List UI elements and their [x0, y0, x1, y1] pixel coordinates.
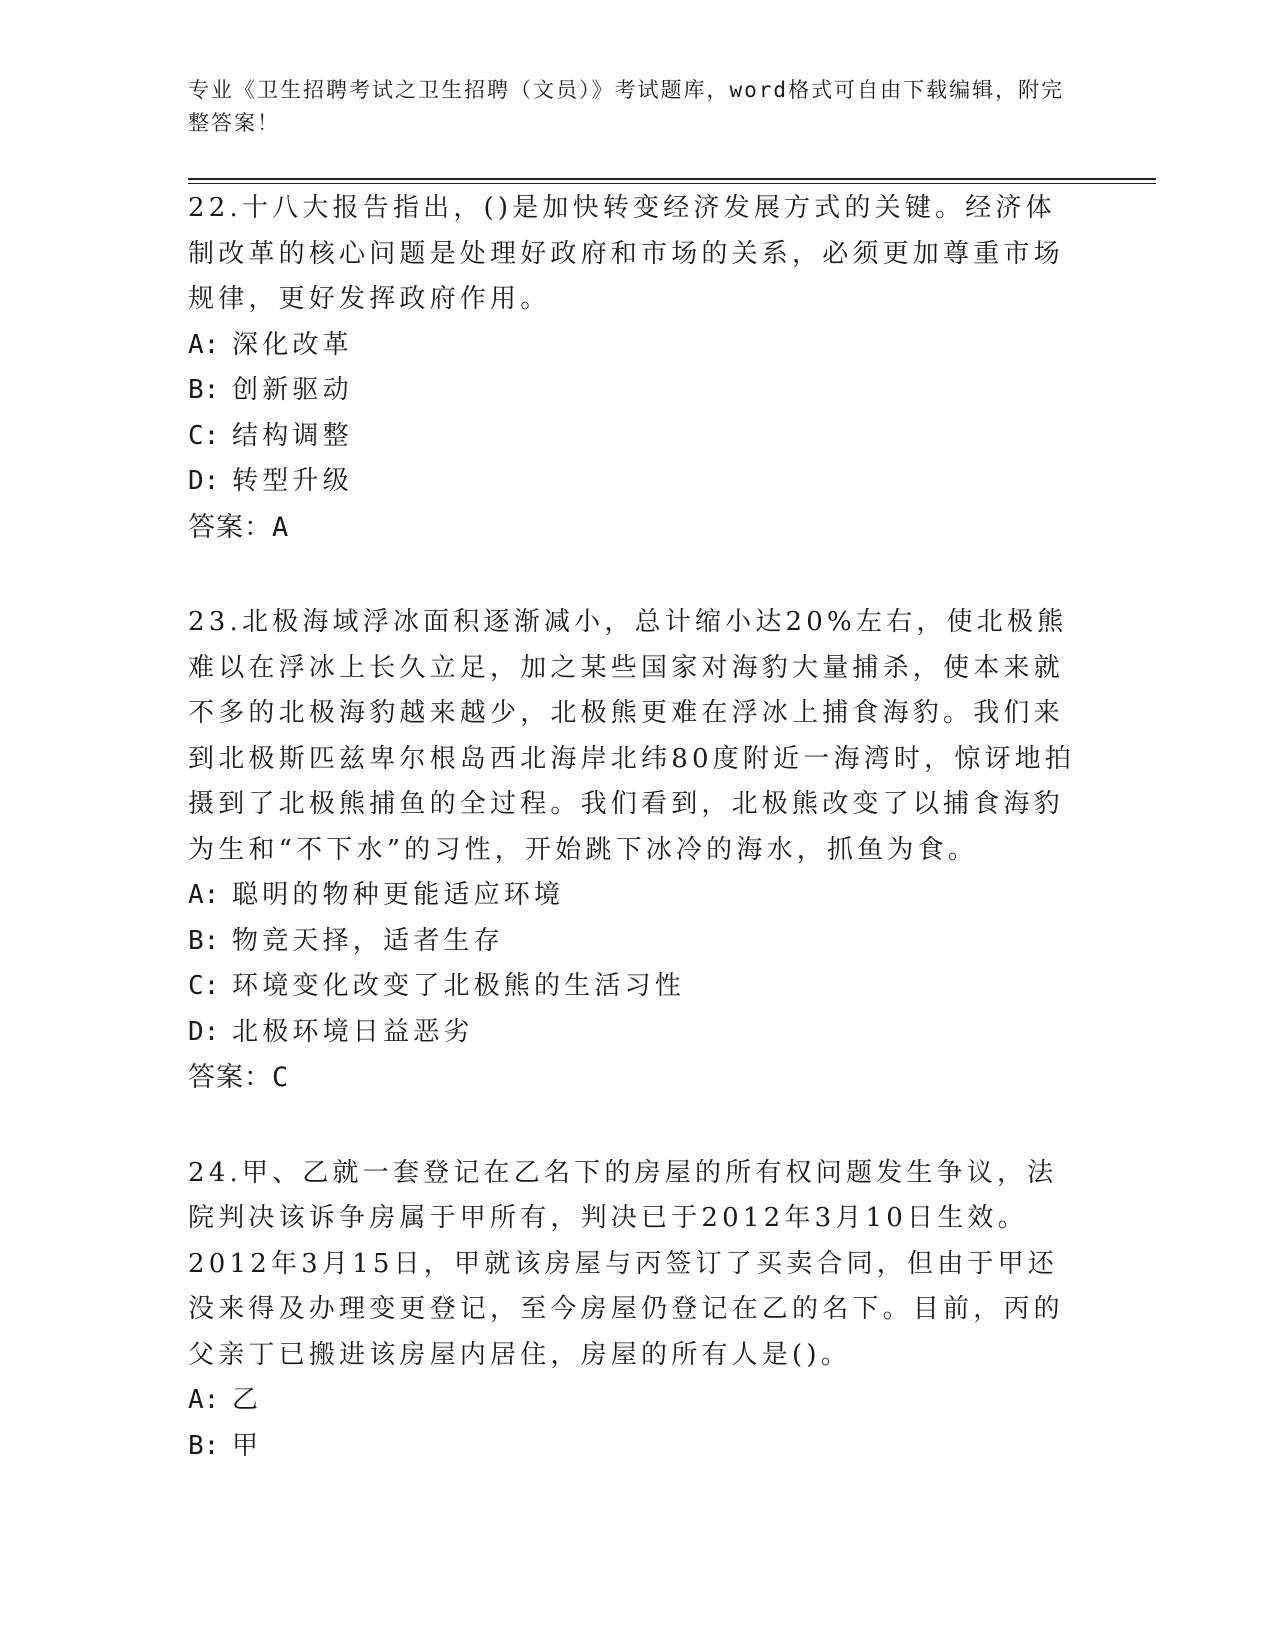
- answer-line: [188, 505, 1088, 551]
- answer-label: 答案：: [188, 511, 272, 543]
- option-a: [188, 323, 1088, 369]
- document-header: [188, 74, 1068, 140]
- option-key: D:: [188, 1016, 220, 1047]
- option-text: 环境变化改变了北极熊的生活习性: [232, 971, 686, 1001]
- option-key: A:: [188, 329, 220, 360]
- option-text: 乙: [232, 1385, 263, 1415]
- option-a: [188, 1378, 1088, 1424]
- option-key: B:: [188, 1430, 220, 1461]
- option-key: D:: [188, 466, 220, 496]
- header-divider-thin: [188, 183, 1156, 184]
- answer-value: A: [272, 511, 290, 543]
- option-text: 甲: [232, 1430, 263, 1461]
- answer-line: [188, 1055, 1088, 1101]
- question-list: [188, 186, 1088, 1469]
- option-text: 创新驱动: [232, 375, 353, 405]
- option-a: [188, 873, 1088, 919]
- option-text: 聪明的物种更能适应环境: [232, 880, 565, 910]
- option-text: 结构调整: [232, 420, 353, 451]
- option-key: C:: [188, 420, 220, 451]
- option-text: 深化改革: [232, 329, 353, 360]
- option-key: B:: [188, 375, 220, 405]
- option-b: [188, 368, 1088, 414]
- question-stem: 23.北极海域浮冰面积逐渐减小，总计缩小达20%左右，使北极熊难以在浮冰上长久立足，加之某些国家对海豹大量捕杀，使本来就不多的北极海豹越来越少，北极熊更难在浮冰上捕食海豹。我们来到北极斯匹兹卑尔根岛西北海岸北纬80度附近一海湾时，惊讶地拍摄到了北极熊捕鱼的全过程。我们看到，北极熊改变了以捕食海豹为生和“不下水”的习性，开始跳下冰冷的海水，抓鱼为食。: [188, 607, 1076, 865]
- question-spacer: [188, 1101, 1088, 1151]
- option-key: B:: [188, 925, 220, 956]
- option-c: [188, 964, 1088, 1010]
- question-24: [188, 1151, 1088, 1470]
- answer-value: C: [272, 1062, 290, 1093]
- option-text: 转型升级: [232, 466, 353, 496]
- option-text: 物竞天择，适者生存: [232, 925, 504, 956]
- option-key: A:: [188, 1385, 220, 1415]
- question-stem: 24.甲、乙就一套登记在乙名下的房屋的所有权问题发生争议，法院判决该诉争房属于甲所有，判决已于2012年3月10日生效。2012年3月15日，甲就该房屋与丙签订了买卖合同，但由于甲还没来得及办理变更登记，至今房屋仍登记在乙的名下。目前，丙的父亲丁已搬进该房屋内居住，房屋的所有人是()。: [188, 1157, 1064, 1370]
- option-d: [188, 1010, 1088, 1056]
- option-b: [188, 919, 1088, 965]
- question-23: [188, 600, 1088, 1101]
- question-22: [188, 186, 1088, 550]
- header-text: 专业《卫生招聘考试之卫生招聘（文员）》考试题库，word格式可自由下载编辑，附完整答案！: [188, 78, 1065, 135]
- option-text: 北极环境日益恶劣: [232, 1016, 474, 1047]
- answer-label: 答案：: [188, 1062, 272, 1093]
- option-key: C:: [188, 971, 220, 1001]
- option-key: A:: [188, 880, 220, 910]
- header-divider-thick: [188, 178, 1156, 180]
- option-b: [188, 1424, 1088, 1470]
- option-c: [188, 414, 1088, 460]
- question-spacer: [188, 550, 1088, 600]
- option-d: [188, 459, 1088, 505]
- question-stem: 22.十八大报告指出，()是加快转变经济发展方式的关键。经济体制改革的核心问题是处理好政府和市场的关系，必须更加尊重市场规律，更好发挥政府作用。: [188, 193, 1064, 314]
